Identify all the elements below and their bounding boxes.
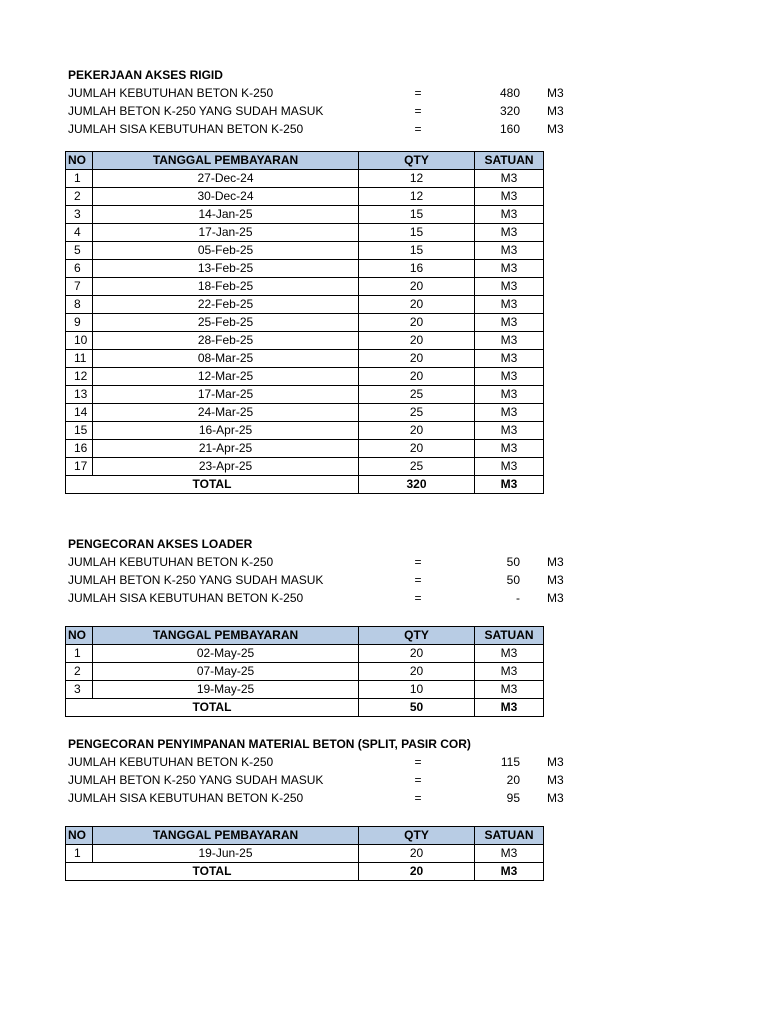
row-unit: M3: [475, 386, 544, 404]
table-row: [66, 422, 544, 440]
row-qty: 12: [359, 170, 475, 188]
summary-value: 50: [506, 573, 520, 587]
summary-row-sisa: [68, 120, 568, 138]
summary-row-sisa: [68, 589, 568, 607]
total-label: TOTAL: [66, 699, 359, 717]
summary-row-kebutuhan: [68, 753, 568, 771]
table-row: [66, 242, 544, 260]
section-title: PENGECORAN PENYIMPANAN MATERIAL BETON (SPLIT, PASIR COR): [68, 737, 471, 751]
row-no: 15: [66, 422, 93, 440]
header-date: TANGGAL PEMBAYARAN: [93, 627, 359, 645]
header-date: TANGGAL PEMBAYARAN: [93, 827, 359, 845]
summary-unit: M3: [547, 755, 564, 769]
summary-label: JUMLAH SISA KEBUTUHAN BETON K-250: [68, 122, 304, 136]
summary-row-kebutuhan: [68, 84, 568, 102]
table-row: [66, 458, 544, 476]
summary-label: JUMLAH BETON K-250 YANG SUDAH MASUK: [68, 773, 324, 787]
table-header-row: [66, 627, 544, 645]
summary-unit: M3: [547, 791, 564, 805]
header-no: NO: [66, 152, 93, 170]
table-row: [66, 681, 544, 699]
summary-unit: M3: [547, 86, 564, 100]
table-row: [66, 188, 544, 206]
table-body: [66, 645, 544, 699]
row-unit: M3: [475, 422, 544, 440]
summary-row-masuk: [68, 571, 568, 589]
header-unit: SATUAN: [475, 627, 544, 645]
row-no: 9: [66, 314, 93, 332]
row-unit: M3: [475, 440, 544, 458]
summary-unit: M3: [547, 773, 564, 787]
row-date: 14-Jan-25: [93, 206, 359, 224]
table-row: [66, 386, 544, 404]
total-unit: M3: [475, 699, 544, 717]
total-unit: M3: [475, 476, 544, 494]
row-qty: 20: [359, 314, 475, 332]
section-title: PENGECORAN AKSES LOADER: [68, 537, 253, 551]
table-row: [66, 663, 544, 681]
total-label: TOTAL: [66, 863, 359, 881]
row-unit: M3: [475, 206, 544, 224]
row-no: 1: [66, 845, 93, 863]
header-qty: QTY: [359, 627, 475, 645]
summary-equals: =: [414, 791, 422, 805]
row-unit: M3: [475, 404, 544, 422]
row-no: 2: [66, 188, 93, 206]
summary-equals: =: [414, 755, 422, 769]
row-qty: 20: [359, 278, 475, 296]
summary-value: 320: [499, 104, 520, 118]
row-unit: M3: [475, 350, 544, 368]
table-row: [66, 278, 544, 296]
table-body: [66, 170, 544, 476]
row-unit: M3: [475, 278, 544, 296]
table-row: [66, 224, 544, 242]
row-qty: 15: [359, 224, 475, 242]
row-unit: M3: [475, 663, 544, 681]
row-no: 10: [66, 332, 93, 350]
summary-row-kebutuhan: [68, 553, 568, 571]
row-no: 17: [66, 458, 93, 476]
header-no: NO: [66, 627, 93, 645]
table-row: [66, 296, 544, 314]
row-no: 5: [66, 242, 93, 260]
row-date: 17-Jan-25: [93, 224, 359, 242]
summary-equals: =: [414, 122, 422, 136]
header-unit: SATUAN: [475, 827, 544, 845]
summary-value: 95: [506, 791, 520, 805]
row-date: 21-Apr-25: [93, 440, 359, 458]
summary-label: JUMLAH BETON K-250 YANG SUDAH MASUK: [68, 104, 324, 118]
summary-equals: =: [414, 773, 422, 787]
row-no: 3: [66, 206, 93, 224]
row-no: 13: [66, 386, 93, 404]
total-qty: 50: [359, 699, 475, 717]
total-row: [66, 699, 544, 717]
row-qty: 20: [359, 296, 475, 314]
row-no: 3: [66, 681, 93, 699]
summary-label: JUMLAH KEBUTUHAN BETON K-250: [68, 555, 274, 569]
row-date: 18-Feb-25: [93, 278, 359, 296]
summary-row-sisa: [68, 789, 568, 807]
row-date: 25-Feb-25: [93, 314, 359, 332]
summary-equals: =: [414, 573, 422, 587]
row-qty: 20: [359, 350, 475, 368]
header-qty: QTY: [359, 152, 475, 170]
row-unit: M3: [475, 681, 544, 699]
row-date: 05-Feb-25: [93, 242, 359, 260]
row-date: 02-May-25: [93, 645, 359, 663]
row-date: 16-Apr-25: [93, 422, 359, 440]
section-akses-rigid: [68, 66, 568, 138]
total-qty: 320: [359, 476, 475, 494]
row-qty: 20: [359, 440, 475, 458]
section-title: PEKERJAAN AKSES RIGID: [68, 68, 223, 82]
row-qty: 25: [359, 404, 475, 422]
row-no: 12: [66, 368, 93, 386]
row-unit: M3: [475, 332, 544, 350]
section-akses-loader: [68, 535, 568, 607]
total-label: TOTAL: [66, 476, 359, 494]
row-date: 23-Apr-25: [93, 458, 359, 476]
summary-unit: M3: [547, 573, 564, 587]
summary-unit: M3: [547, 104, 564, 118]
summary-row-masuk: [68, 771, 568, 789]
table-row: [66, 368, 544, 386]
summary-value: 115: [500, 755, 520, 769]
row-unit: M3: [475, 224, 544, 242]
summary-value: 20: [506, 773, 520, 787]
payment-table-penyimpanan-material: [65, 826, 544, 881]
total-row: [66, 863, 544, 881]
row-date: 17-Mar-25: [93, 386, 359, 404]
table-row: [66, 350, 544, 368]
total-qty: 20: [359, 863, 475, 881]
summary-label: JUMLAH KEBUTUHAN BETON K-250: [68, 755, 274, 769]
total-row: [66, 476, 544, 494]
table-body: [66, 845, 544, 863]
header-no: NO: [66, 827, 93, 845]
summary-value: 160: [499, 122, 520, 136]
row-qty: 16: [359, 260, 475, 278]
row-qty: 20: [359, 332, 475, 350]
table-row: [66, 845, 544, 863]
row-unit: M3: [475, 368, 544, 386]
row-unit: M3: [475, 314, 544, 332]
row-date: 28-Feb-25: [93, 332, 359, 350]
row-no: 6: [66, 260, 93, 278]
row-unit: M3: [475, 645, 544, 663]
row-date: 27-Dec-24: [93, 170, 359, 188]
summary-equals: =: [414, 104, 422, 118]
table-header-row: [66, 152, 544, 170]
summary-label: JUMLAH SISA KEBUTUHAN BETON K-250: [68, 791, 304, 805]
summary-value: -: [516, 591, 520, 605]
row-unit: M3: [475, 188, 544, 206]
summary-value: 480: [499, 86, 520, 100]
table-row: [66, 404, 544, 422]
row-no: 8: [66, 296, 93, 314]
table-row: [66, 206, 544, 224]
summary-unit: M3: [547, 555, 564, 569]
table-row: [66, 170, 544, 188]
summary-equals: =: [414, 86, 422, 100]
row-unit: M3: [475, 242, 544, 260]
row-date: 24-Mar-25: [93, 404, 359, 422]
row-date: 19-May-25: [93, 681, 359, 699]
summary-equals: =: [414, 591, 422, 605]
summary-label: JUMLAH BETON K-250 YANG SUDAH MASUK: [68, 573, 324, 587]
row-no: 1: [66, 170, 93, 188]
summary-unit: M3: [547, 591, 564, 605]
row-date: 19-Jun-25: [93, 845, 359, 863]
row-no: 16: [66, 440, 93, 458]
header-date: TANGGAL PEMBAYARAN: [93, 152, 359, 170]
row-qty: 25: [359, 386, 475, 404]
summary-label: JUMLAH SISA KEBUTUHAN BETON K-250: [68, 591, 304, 605]
row-unit: M3: [475, 260, 544, 278]
row-no: 4: [66, 224, 93, 242]
row-unit: M3: [475, 458, 544, 476]
table-header-row: [66, 827, 544, 845]
payment-table-akses-rigid: [65, 151, 544, 494]
row-qty: 20: [359, 663, 475, 681]
row-no: 7: [66, 278, 93, 296]
summary-equals: =: [414, 555, 422, 569]
table-row: [66, 332, 544, 350]
row-qty: 15: [359, 242, 475, 260]
row-qty: 20: [359, 845, 475, 863]
row-qty: 20: [359, 422, 475, 440]
row-no: 11: [66, 350, 93, 368]
row-qty: 15: [359, 206, 475, 224]
summary-row-masuk: [68, 102, 568, 120]
row-date: 07-May-25: [93, 663, 359, 681]
row-no: 1: [66, 645, 93, 663]
table-row: [66, 440, 544, 458]
table-row: [66, 314, 544, 332]
row-date: 13-Feb-25: [93, 260, 359, 278]
row-qty: 12: [359, 188, 475, 206]
row-qty: 25: [359, 458, 475, 476]
section-penyimpanan-material: [68, 735, 568, 807]
row-unit: M3: [475, 170, 544, 188]
table-row: [66, 645, 544, 663]
row-unit: M3: [475, 845, 544, 863]
row-date: 08-Mar-25: [93, 350, 359, 368]
header-qty: QTY: [359, 827, 475, 845]
row-unit: M3: [475, 296, 544, 314]
summary-label: JUMLAH KEBUTUHAN BETON K-250: [68, 86, 274, 100]
row-date: 22-Feb-25: [93, 296, 359, 314]
table-row: [66, 260, 544, 278]
row-date: 30-Dec-24: [93, 188, 359, 206]
row-qty: 20: [359, 645, 475, 663]
row-qty: 10: [359, 681, 475, 699]
row-qty: 20: [359, 368, 475, 386]
total-unit: M3: [475, 863, 544, 881]
row-date: 12-Mar-25: [93, 368, 359, 386]
payment-table-akses-loader: [65, 626, 544, 717]
summary-value: 50: [506, 555, 520, 569]
row-no: 2: [66, 663, 93, 681]
summary-unit: M3: [547, 122, 564, 136]
header-unit: SATUAN: [475, 152, 544, 170]
row-no: 14: [66, 404, 93, 422]
